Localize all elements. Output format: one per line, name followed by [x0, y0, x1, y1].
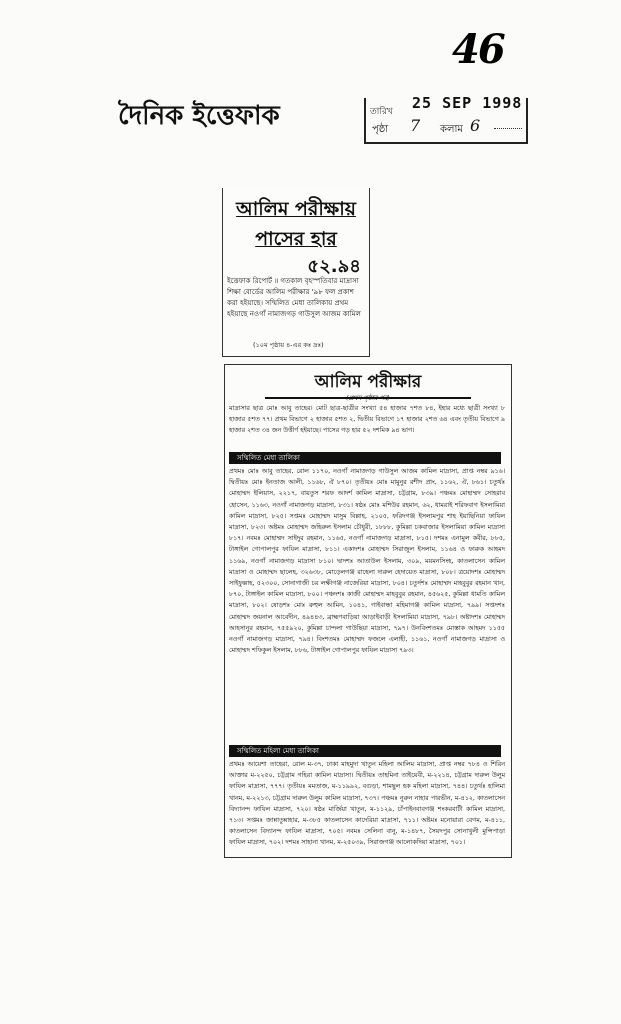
stamp-column-value: 6: [470, 116, 481, 135]
teaser-headline-line1: আলিম পরীক্ষায়: [236, 198, 356, 220]
front-page-teaser-clipping: [222, 188, 370, 357]
stamp-column-label: কলাম: [440, 124, 463, 135]
article-subtitle: (প্রথম পৃষ্ঠার পর): [346, 394, 390, 402]
merit-list-text: প্রথমঃ মোঃ আবু তাহের, রোল ১১৭০, নওগাঁ নামাজগড় গাউসুল আজম কামিল মাদ্রাসা, প্রাপ্ত নম্বর ৯১৬। দ্বিতীয়ঃ মোঃ ইনতাজ আলী, ১১৬৮, ঐ ৮৭০। তৃতীয়ঃ মোঃ মামুনুর রশীদ প্রাং, ১১৬২, ঐ, ৮৬১। চতুর্থঃ মোহাম্মদ ইলিয়াস, ২২১৭, বায়তুস শরফ আদর্শ কামিল মাদ্রাসা, চট্টগ্রাম, ৮৩৯। পঞ্চমঃ মোহাম্মদ সোহরাব হোসেন, ১১৬৩, নওগাঁ নামাজগড় মাদ্রাসা, ৮৩১। ষষ্ঠঃ মোঃ মশিউর রহমান, ৬২, ধামরাই শরিফবাগ ইসলামিয়া কামিল মাদ্রাসা, ৮২৫। সপ্তমঃ মোহাম্মদ মাসুম বিল্লাহ, ২১০৫, ফরিদগঞ্জ ইসলামপুর শাহ ইয়াছিনিয়া ফাযিল মাদ্রাসা, ৮২৩। অষ্টমঃ মোহাম্মদ জহিরুল ইসলাম চৌধুরী, ১৮৮৮, কুমিল্লা চকবাজার ইসলামিয়া কামিল মাদ্রাসা ৮১৭। নবমঃ মোহাম্মদ সাইদুর রহমান, ১১৬৫, নওগাঁ নামাজগড় মাদ্রাসা, ৮১৫। দশমঃ এনামুল কবীর, ৮৮৫, টাঙ্গাইল গোপালপুর ফাযিল মাদ্রাসা, ৮১১। একাদশঃ মোহাম্মদ সিরাজুল ইসলাম, ১১৬৪ ও ফারুক আহমদ ১১৬৯, নওগাঁ নামাজগড় মাদ্রাসা ৮১০। দ্বাদশঃ আতাউল ইসলাম, ৩০৯, ময়মনসিংহ, কাতলাসেন কামিল মাদ্রাসা ও মোহাম্মদ ছালেহ, ৩২৬৩৮, মোড়েলগঞ্জ রাহেলা দারুল হেদায়েত মাদ্রাসা, ৮০৮। ত্রয়োদশঃ মোহাম্মদ সাইফুল্লাহ, ৫২৩০০, সোনাগাজী চর লক্ষীগঞ্জ নাজেরিয়া মাদ্রাসা, ৮০৪। চতুর্দশঃ মোহাম্মদ মাহবুবুর রহমান খান, ৮৭০, টাঙ্গাইল কামিল মাদ্রাসা, ৮০০। পঞ্চদশঃ কাজী মোহাম্মদ মাহবুবুর রহমান, ৪৫৬২৫, কুমিল্লা ধামতি কামিল মাদ্রাসা, ৮০২। ষোড়শঃ মোঃ রুহুল আমিন, ১০৪১, গাইবান্ধা মহিমাগঞ্জ কামিল মাদ্রাসা, ৭৯৯। সপ্তদশঃ মোহাম্মদ জয়নাল আবেদীন, ৪৯৪৪৩, ব্রাহ্মণবাড়িয়া আড়াইবাড়ী ইসলামিয়া মাদ্রাসা, ৭৯৮। অষ্টাদশঃ মোহাম্মদ আহসানুর রহমান, ৭৫৫৯২০, কুমিল্লা চান্দলা গাউছিয়া মাদ্রাসা, ৭৯৭। উনবিংশতমঃ মোস্তাক আহমদ ১১৫৫ নওগাঁ নামাজগড় মাদ্রাসা, ৭৯৪। বিংশতমঃ মোহাম্মদ ফজলে এলাহী, ১১৬১, নওগাঁ নামাজগড় মাদ্রাসা ও মোহাম্মদ শফিকুল ইসলাম, ৮৮৬, টাঙ্গাইল গোপালপুর ফাযিল মাদ্রাসা ৭৯৩।: [229, 468, 505, 655]
stamp-date-prefix: তারিখ: [370, 107, 393, 117]
merit-list-heading: সম্মিলিত মেধা তালিকা: [229, 452, 501, 464]
teaser-headline: [229, 194, 363, 254]
newspaper-masthead: দৈনিক ইত্তেফাক: [118, 101, 280, 131]
article-intro-text: মাদ্রাসার ছাত্র মোঃ আবু তাহের। মোট ছাত্র-ছাত্রীর সংখ্যা ৫৪ হাজার ৭শত ৮৪, ইহার মধ্যে ছাত্রী সংখ্যা ৮ হাজার ৫শত ৭৭। প্রথম বিভাগে ২ হাজার ৫শত ২, দ্বিতীয় বিভাগে ১৭ হাজার ২শত ৬৪ এবং তৃতীয় বিভাগে ৯ হাজার ২শত ৩৪ জন উত্তীর্ণ হইয়াছে। পাসের গড় হার ৫২ দশমিক ৯৪ ভাগ।: [229, 405, 505, 435]
stamp-page-value: 7: [410, 116, 421, 135]
teaser-continued-note: (১০ম পৃষ্ঠায় ৪-এর কঃ দ্রঃ): [253, 341, 324, 349]
teaser-pass-rate: ৫২.৯৪: [307, 256, 361, 277]
female-merit-list-heading: সম্মিলিত মহিলা মেধা তালিকা: [229, 745, 501, 757]
continued-article-clipping: [224, 364, 512, 858]
stamp-page-label: পৃষ্ঠা: [372, 124, 389, 135]
stamp-date: 25 SEP 1998: [412, 94, 523, 112]
teaser-body-text: ইত্তেফাক রিপোর্ট ॥ গতকাল বৃহস্পতিবার মাদ্রাসা শিক্ষা বোর্ডের আলিম পরীক্ষার '৯৮ ফল প্রকাশ করা হইয়াছে। সম্মিলিত মেধা তালিকায় প্রথম হইয়াছে নওগাঁ নামাজগড় গাউসুল আজম কামিল: [227, 277, 361, 318]
article-title: আলিম পরীক্ষার: [265, 369, 471, 399]
teaser-headline-line2: পাসের হার: [255, 228, 337, 250]
page-number: 46: [452, 26, 504, 73]
female-merit-list-text: প্রথমঃ আয়েশা তাহেরা, রোল ম-৩৭, ঢাকা মাহমুদা খাতুন মহিলা আলিম মাদ্রাসা, প্রাপ্ত নম্বর ৭৮৪ ও শিরিন আক্তার ম-২২৫০, চট্টগ্রাম গহিরা কামিল মাদ্রাসা। দ্বিতীয়ঃ তাহমিনা তাইয়েবী, ম-২২১৪, চট্টগ্রাম দারুল উলুম ফাযিল মাদ্রাসা, ৭৭৭। তৃতীয়ঃ মমতাজ, ম-১১৯৯২, বগুড়া, শামছুল হক মহিলা মাদ্রাসা, ৭৪৪। চতুর্থঃ হালিমা খানম, ম-২২১৩, চট্টগ্রাম দারুল উলুম কামিল মাদ্রাসা, ৭৩৭। পঞ্চমঃ নুরুন নাহার পারভীন, ম-৪১২, কাতলাসেন বিদ্যানন্দ ফাযিল মাদ্রাসা, ৭২০। ষষ্ঠঃ মার্জিয়া খাতুন, ম-১১২৯, চাঁপাইনবাবগঞ্জ শংকরবাটী কামিল মাদ্রাসা, ৭১৩। সপ্তমঃ জান্নাতুন্নাহার, ম-৩৮৫ কাতলাসেন কাদেরিয়া মাদ্রাসা, ৭১১। অষ্টমঃ মনোয়ারা বেগম, ম-৪১১, কাতলাসেন বিদ্যানন্দ ফাযিল মাদ্রাসা, ৭০৫। নবমঃ সেলিনা বানু, ম-১৪৮৭, সৈয়দপুর সোনাখুলী মুন্সিপাড়া ফাযিল মাদ্রাসা, ৭০২। দশমঃ সাহানা খানম, ম-২৫০৩৯, সিরাজগঞ্জ আলোকদিয়া মাদ্রাসা, ৭০১।: [229, 761, 505, 847]
stamp-dotted-line: [494, 128, 522, 129]
